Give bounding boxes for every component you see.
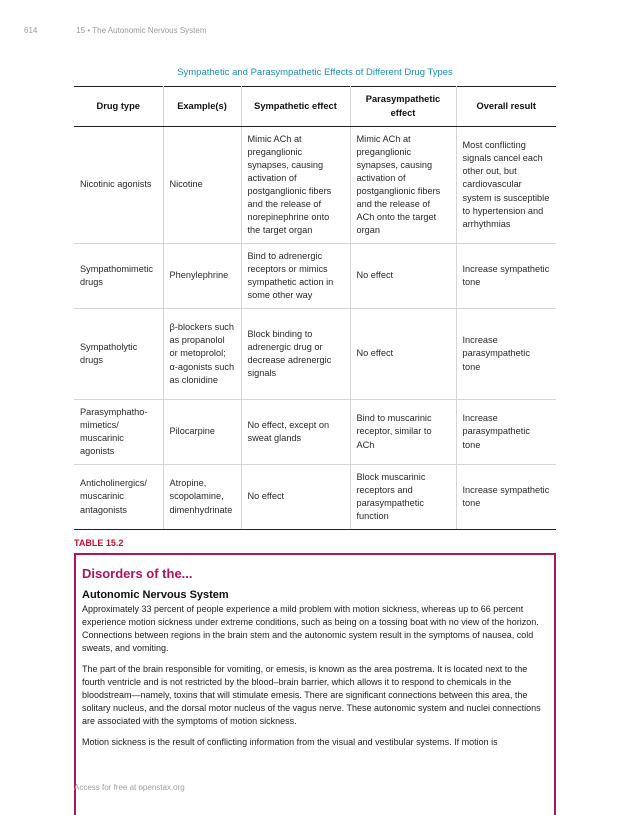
running-head bbox=[24, 26, 207, 35]
table-cell: Increase sympathetic tone bbox=[456, 244, 556, 309]
table-cell: Parasymphatho-mimetics/ muscarinic agonists bbox=[74, 400, 163, 465]
table-cell: Atropine, scopolamine, dimenhydrinate bbox=[163, 465, 241, 530]
table-cell: No effect, except on sweat glands bbox=[241, 400, 350, 465]
table-cell: Increase parasympathetic tone bbox=[456, 309, 556, 400]
table-row bbox=[74, 465, 556, 530]
chapter-title: 15 • The Autonomic Nervous System bbox=[76, 26, 207, 35]
table-cell: Bind to adrenergic receptors or mimics sympathetic action in some other way bbox=[241, 244, 350, 309]
table-cell: Pilocarpine bbox=[163, 400, 241, 465]
table-row bbox=[74, 309, 556, 400]
table-cell: No effect bbox=[241, 465, 350, 530]
footer-link[interactable]: Access for free at openstax.org bbox=[74, 783, 185, 792]
table-cell: Bind to muscarinic receptor, similar to ACh bbox=[350, 400, 456, 465]
table-cell: Block muscarinic receptors and parasympathetic function bbox=[350, 465, 456, 530]
feature-subtitle: Autonomic Nervous System bbox=[82, 589, 229, 601]
column-header-parasympathetic-effect: Parasympathetic effect bbox=[350, 87, 456, 127]
table-cell: Sympathomimetic drugs bbox=[74, 244, 163, 309]
feature-paragraph: The part of the brain responsible for vomiting, or emesis, is known as the area postrema. It is located next to the fourth ventricle and is not restricted by the blood–brain barrier, which allows it to respond to chemicals in the bloodstream—namely, toxins that will stimulate emesis. There are significant connections between this area, the solitary nucleus, and the dorsal motor nucleus of the vagus nerve. These autonomic system and nuclei connections are associated with the symptoms of motion sickness. bbox=[82, 664, 541, 727]
table-caption: Sympathetic and Parasympathetic Effects of Different Drug Types bbox=[177, 67, 453, 78]
table-cell: Phenylephrine bbox=[163, 244, 241, 309]
drug-effects-table bbox=[74, 86, 556, 530]
table-header-row bbox=[74, 87, 556, 127]
page-number: 614 bbox=[24, 26, 38, 35]
table-cell: No effect bbox=[350, 244, 456, 309]
table-row bbox=[74, 127, 556, 244]
table-row bbox=[74, 244, 556, 309]
table-cell: Sympatholytic drugs bbox=[74, 309, 163, 400]
disorders-feature-box bbox=[74, 553, 556, 815]
table-cell: Block binding to adrenergic drug or decrease adrenergic signals bbox=[241, 309, 350, 400]
table-row bbox=[74, 400, 556, 465]
feature-paragraph: Motion sickness is the result of conflicting information from the visual and vestibular systems. If motion is bbox=[82, 737, 498, 748]
table-cell: Nicotine bbox=[163, 127, 241, 244]
table-cell: Increase sympathetic tone bbox=[456, 465, 556, 530]
column-header-examples: Example(s) bbox=[163, 87, 241, 127]
table-cell: Anticholinergics/ muscarinic antagonists bbox=[74, 465, 163, 530]
table-cell: β-blockers such as propanolol or metoprolol; α-agonists such as clonidine bbox=[163, 309, 241, 400]
feature-paragraph: Approximately 33 percent of people experience a mild problem with motion sickness, whereas up to 66 percent experience motion sickness under extreme conditions, such as being on a tossing boat with no view of the horizon. Connections between regions in the brain stem and the autonomic system result in the symptoms of nausea, cold sweats, and vomiting. bbox=[82, 604, 539, 654]
table-cell: Mimic ACh at preganglionic synapses, causing activation of postganglionic fibers and the release of norepinephrine onto the target organ bbox=[241, 127, 350, 244]
column-header-sympathetic-effect: Sympathetic effect bbox=[241, 87, 350, 127]
table-label: TABLE 15.2 bbox=[74, 538, 124, 548]
column-header-drug-type: Drug type bbox=[74, 87, 163, 127]
table-cell: No effect bbox=[350, 309, 456, 400]
table-cell: Increase parasympathetic tone bbox=[456, 400, 556, 465]
table-cell: Nicotinic agonists bbox=[74, 127, 163, 244]
table-cell: Most conflicting signals cancel each other out, but cardiovascular system is susceptible to hypertension and arrhythmias bbox=[456, 127, 556, 244]
column-header-overall-result: Overall result bbox=[456, 87, 556, 127]
table-cell: Mimic ACh at preganglionic synapses, causing activation of postganglionic fibers and the release of ACh onto the target organ bbox=[350, 127, 456, 244]
feature-title: Disorders of the... bbox=[82, 566, 193, 581]
